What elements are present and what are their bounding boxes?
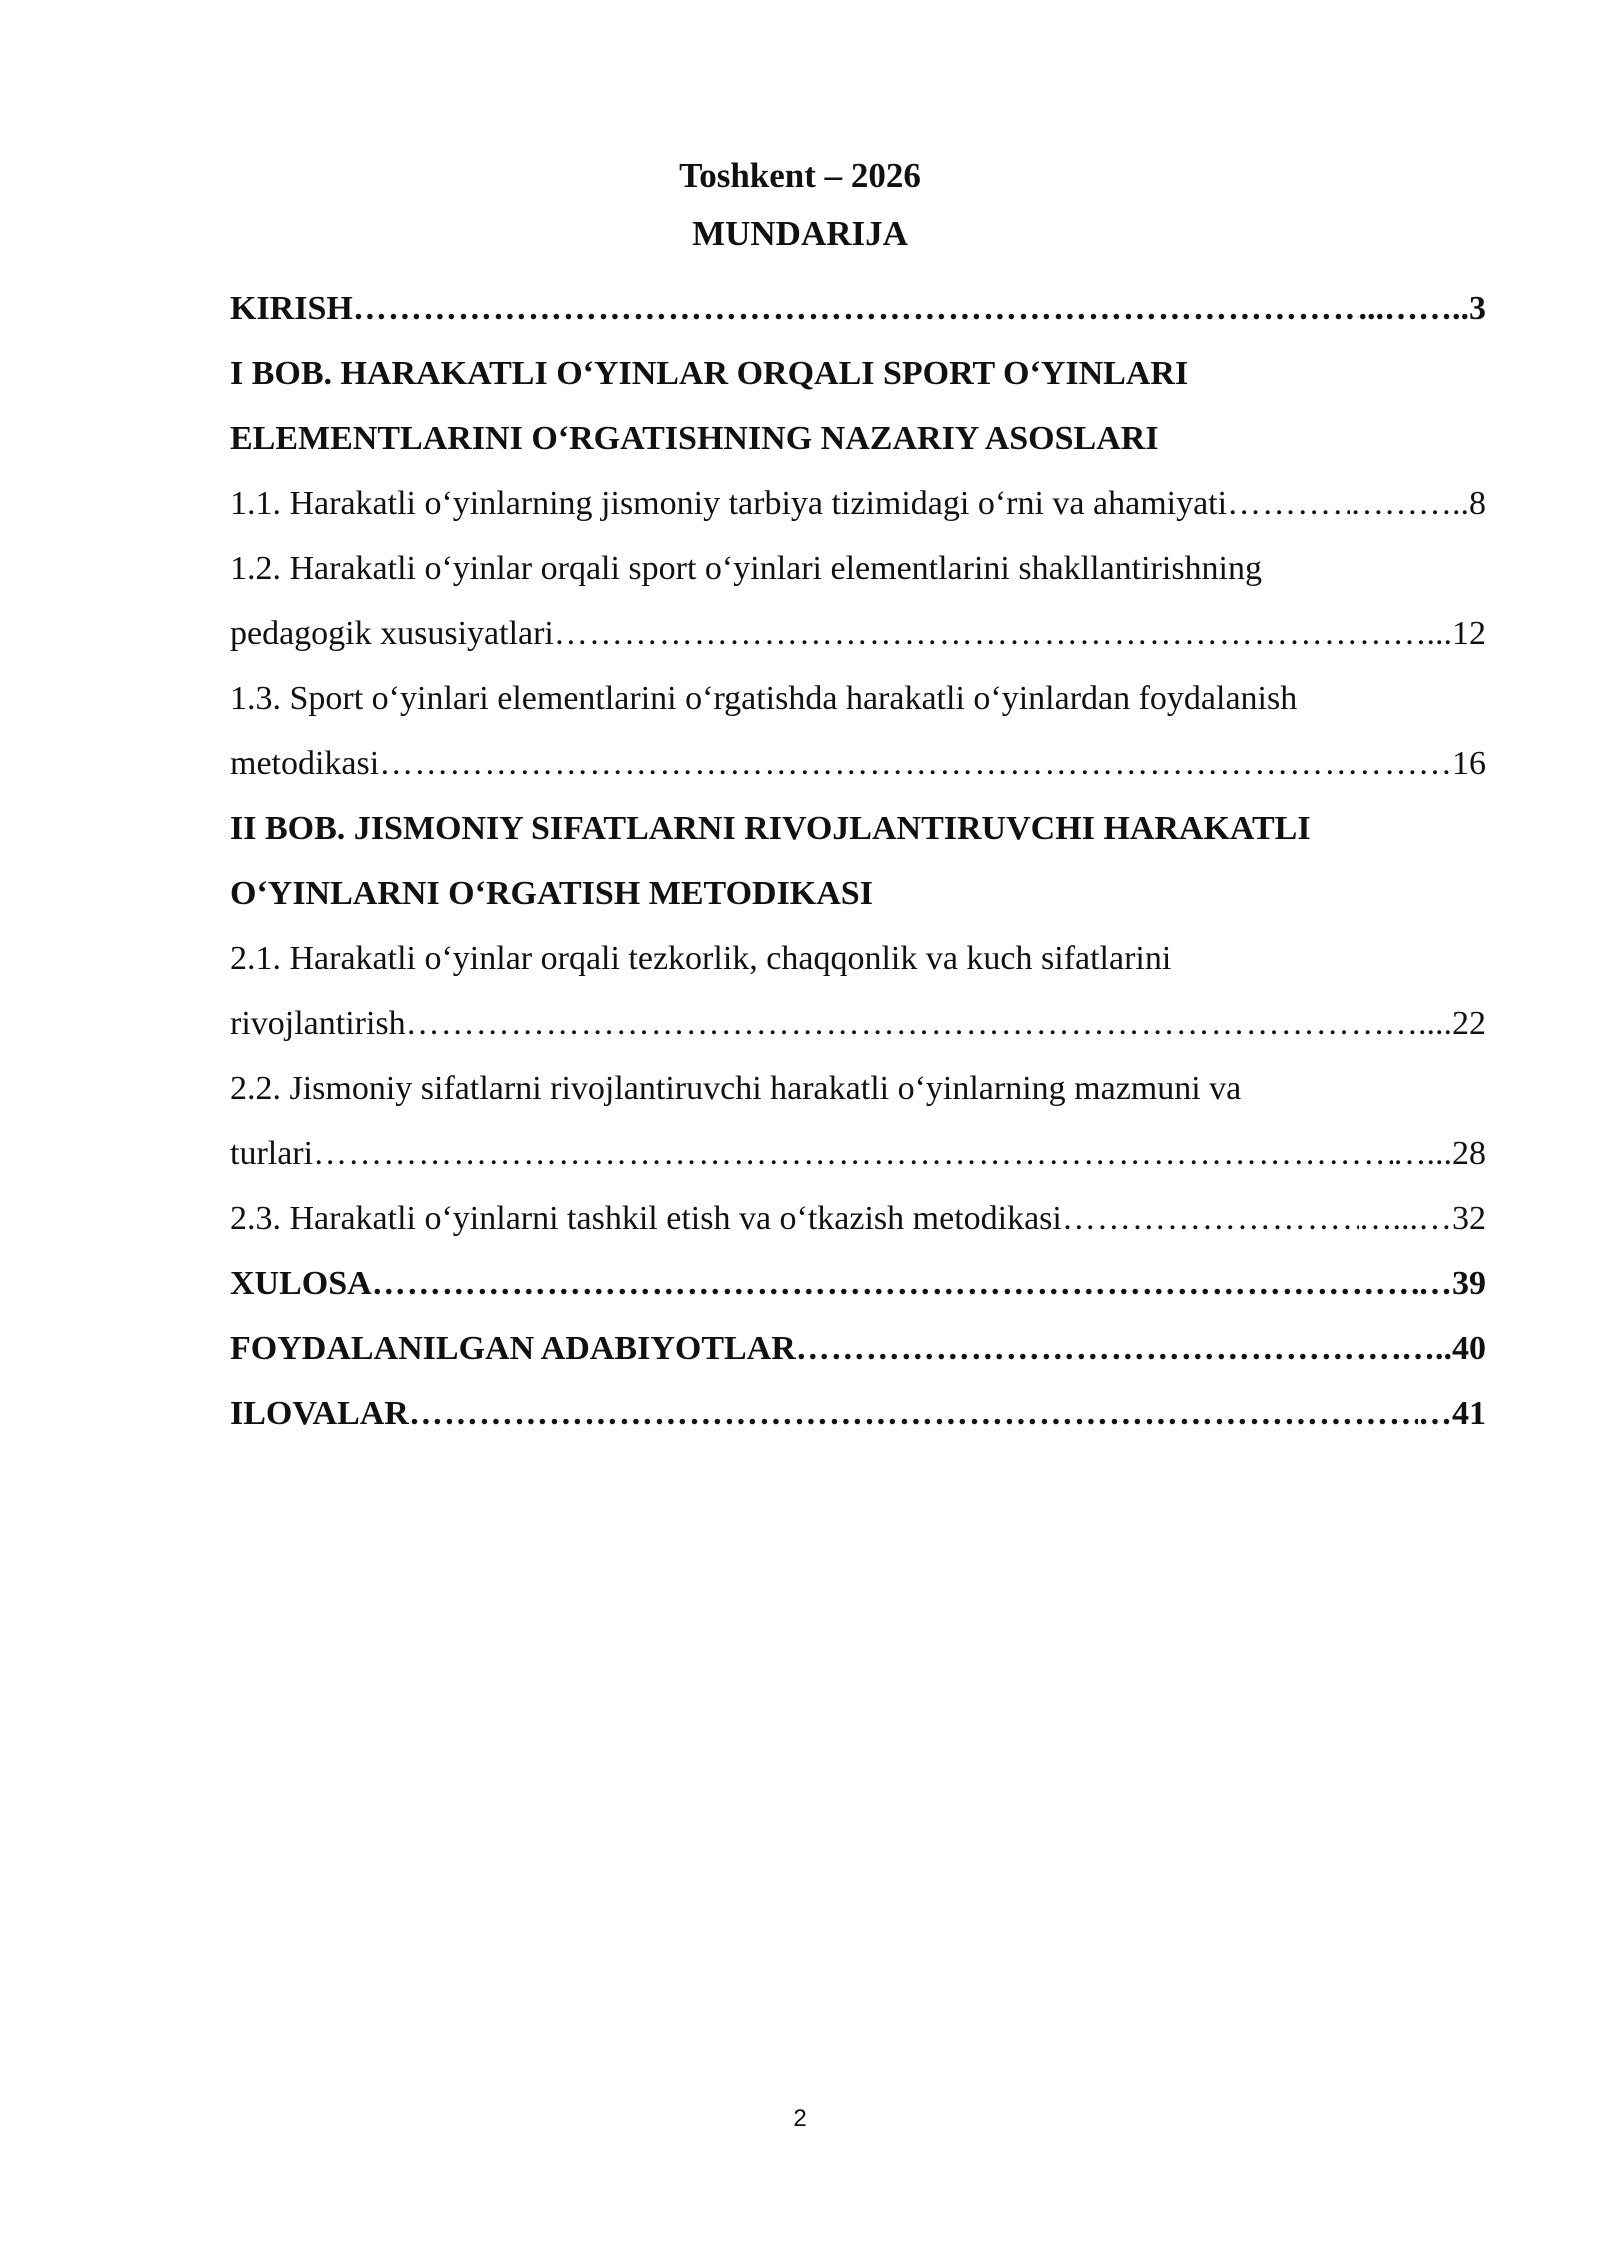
dot-leader — [313, 1121, 1392, 1186]
toc-entry-2-1-line1[interactable] — [230, 926, 1486, 991]
toc-entry-1-3[interactable] — [230, 731, 1486, 796]
table-of-contents — [230, 276, 1486, 1446]
city-year: Toshkent – 2026 — [679, 156, 921, 195]
toc-page-number: 12 — [1452, 615, 1486, 652]
toc-entry-label: KIRISH — [230, 290, 353, 327]
toc-dots-end: … — [1418, 1265, 1452, 1302]
toc-title: MUNDARIJA — [692, 214, 908, 253]
toc-page-number: 39 — [1452, 1265, 1486, 1302]
dot-leader — [379, 731, 1384, 796]
dot-leader — [409, 1381, 1418, 1446]
toc-chapter-label: O‘YINLARNI O‘RGATISH METODIKASI — [230, 875, 873, 912]
toc-entry-label: ILOVALAR — [230, 1395, 409, 1432]
toc-entry-label: XULOSA — [230, 1265, 372, 1302]
toc-page-number: 16 — [1452, 745, 1486, 782]
toc-entry-1-3-line1[interactable] — [230, 666, 1486, 731]
toc-entry-label: 2.2. Jismoniy sifatlarni rivojlantiruvchi harakatli o‘yinlarning mazmuni va — [230, 1070, 1242, 1107]
toc-chapter-label: I BOB. HARAKATLI O‘YINLAR ORQALI SPORT O‘YINLARI — [230, 355, 1189, 392]
toc-entry-1-2-line1[interactable] — [230, 536, 1486, 601]
toc-entry-references[interactable] — [230, 1316, 1486, 1381]
toc-dots-end: ….... — [1384, 1005, 1452, 1042]
toc-entry-2-2[interactable] — [230, 1121, 1486, 1186]
dot-leader — [406, 991, 1384, 1056]
toc-dots-end: …… — [1384, 745, 1452, 782]
toc-entry-label: turlari — [230, 1135, 314, 1172]
toc-entry-2-2-line1[interactable] — [230, 1056, 1486, 1121]
page-number: 2 — [793, 2105, 807, 2132]
toc-entry-label: 1.1. Harakatli o‘yinlarning jismoniy tarbiya tizimidagi o‘rni va ahamiyati — [230, 485, 1228, 522]
dot-leader — [353, 276, 1359, 341]
toc-chapter-1-title-line1[interactable] — [230, 341, 1486, 406]
dot-leader — [796, 1316, 1401, 1381]
toc-dots-end: …... — [1392, 1135, 1452, 1172]
toc-chapter-1-title-line2[interactable] — [230, 406, 1486, 471]
toc-chapter-2-title-line1[interactable] — [230, 796, 1486, 861]
toc-dots-end: … — [1418, 1395, 1452, 1432]
toc-entry-1-2[interactable] — [230, 601, 1486, 666]
toc-page-number: 40 — [1452, 1330, 1486, 1367]
toc-page-number: .8 — [1460, 485, 1486, 522]
toc-entry-label: 1.3. Sport o‘yinlari elementlarini o‘rgatishda harakatli o‘yinlardan foydalanish — [230, 680, 1298, 717]
toc-entry-label: rivojlantirish — [230, 1005, 406, 1042]
toc-dots-end: ………. — [1350, 485, 1461, 522]
toc-chapter-label: ELEMENTLARINI O‘RGATISHNING NAZARIY ASOSLARI — [230, 420, 1159, 457]
toc-dots-end: …... — [1392, 615, 1452, 652]
toc-entry-1-1[interactable] — [230, 471, 1486, 536]
toc-dots-end: ...…….. — [1358, 290, 1469, 327]
toc-entry-label: 1.2. Harakatli o‘yinlar orqali sport o‘yinlari elementlarini shakllantirishning — [230, 550, 1263, 587]
toc-entry-label: 2.3. Harakatli o‘yinlarni tashkil etish va o‘tkazish metodikasi — [230, 1200, 1062, 1237]
dot-leader — [554, 601, 1393, 666]
toc-entry-conclusion[interactable] — [230, 1251, 1486, 1316]
toc-page-number: 3 — [1469, 290, 1486, 327]
toc-chapter-label: II BOB. JISMONIY SIFATLARNI RIVOJLANTIRUVCHI HARAKATLI — [230, 810, 1311, 847]
toc-dots-end: ….. — [1401, 1330, 1452, 1367]
toc-page-number: 41 — [1452, 1395, 1486, 1432]
toc-chapter-2-title-line2[interactable] — [230, 861, 1486, 926]
toc-entry-2-1[interactable] — [230, 991, 1486, 1056]
toc-entry-label: pedagogik xususiyatlari — [230, 615, 554, 652]
toc-entry-appendices[interactable] — [230, 1381, 1486, 1446]
toc-dots-end: …...… — [1358, 1200, 1452, 1237]
toc-entry-intro[interactable] — [230, 276, 1486, 341]
toc-entry-2-3[interactable] — [230, 1186, 1486, 1251]
toc-page-number: 32 — [1452, 1200, 1486, 1237]
dot-leader — [1062, 1186, 1359, 1251]
toc-page-number: 22 — [1452, 1005, 1486, 1042]
toc-entry-label: metodikasi — [230, 745, 380, 782]
dot-leader — [372, 1251, 1418, 1316]
dot-leader — [1227, 471, 1350, 536]
toc-page-number: 28 — [1452, 1135, 1486, 1172]
toc-entry-label: 2.1. Harakatli o‘yinlar orqali tezkorlik, chaqqonlik va kuch sifatlarini — [230, 940, 1172, 977]
toc-entry-label: FOYDALANILGAN ADABIYOTLAR — [230, 1330, 796, 1367]
